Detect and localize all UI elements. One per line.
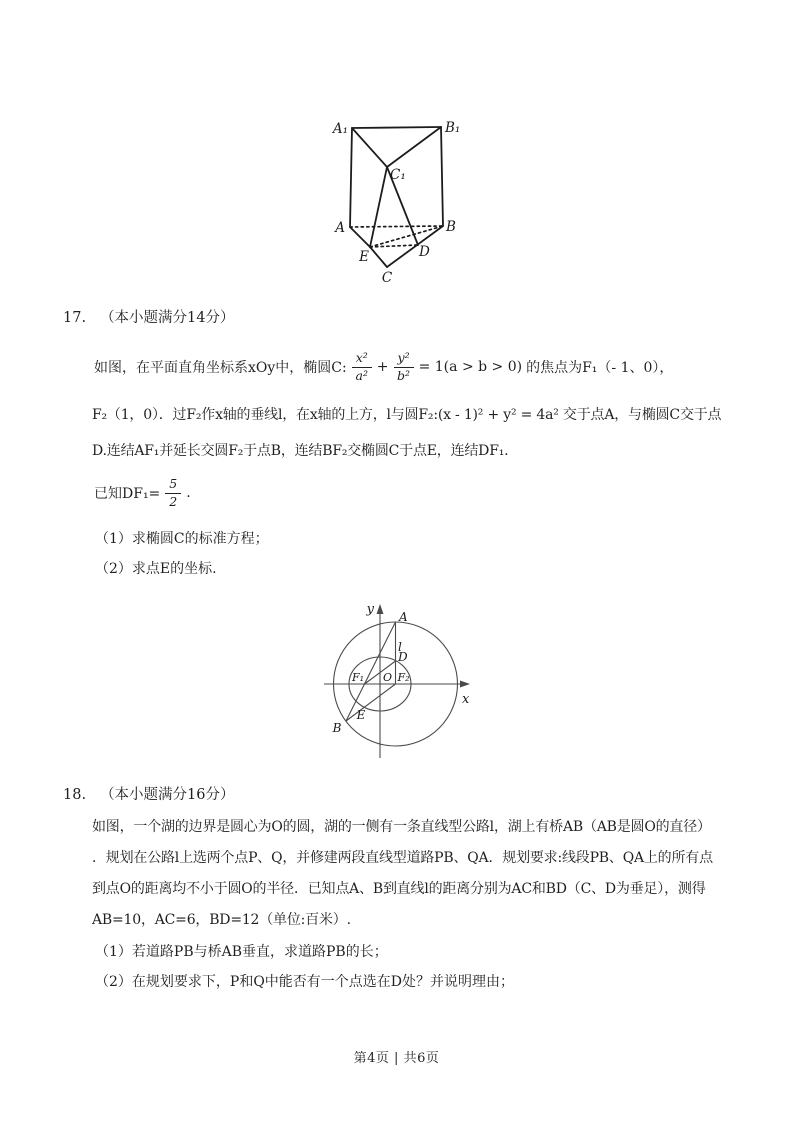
prism-label-a1: A₁: [332, 121, 348, 137]
q17-line3: D.连结AF₁并延长交圆F₂于点B，连结BF₂交椭圆C于点E，连结DF₁.: [92, 443, 509, 459]
prism-dashed-a-b: [350, 226, 443, 227]
ellipse-figure: [316, 594, 482, 766]
page-footer: 第4页 | 共6页: [353, 1051, 440, 1066]
prism-edge-b1-b: [441, 127, 443, 226]
fig2-label-e: E: [356, 708, 366, 722]
q17-line1-plus: +: [376, 359, 389, 375]
prism-edge-c-b: [387, 226, 443, 267]
prism-label-d: D: [419, 244, 430, 260]
prism-dashed-e-b: [370, 226, 443, 247]
fraction-x2-a2: [352, 351, 372, 383]
q17-line1-mid: = 1(a > b > 0): [418, 359, 523, 375]
q17-line4-post: .: [186, 485, 191, 501]
prism-label-c1: C₁: [390, 167, 406, 183]
prism-label-e: E: [359, 249, 369, 265]
prism-label-c: C: [381, 270, 393, 286]
q17-line1-post: 的焦点为F₁（- 1、0），: [526, 360, 674, 376]
fraction-y2-b2: [394, 351, 414, 383]
q17-score: （本小题满分14分）: [100, 310, 235, 326]
q17-line2: F₂（1，0）．过F₂作x轴的垂线l，在x轴的上方，l与圆F₂:(x - 1)² + y² = 4a² 交于点A，与椭圆C交于点: [92, 407, 722, 423]
prism-edge-b1-c1: [387, 127, 441, 167]
fig2-label-l: l: [398, 640, 402, 654]
q17-item-1: （1）求椭圆C的标准方程；: [95, 531, 269, 547]
segment-b-f2: [346, 684, 396, 721]
q17-line1-pre: 如图，在平面直角坐标系xOy中，椭圆C:: [94, 360, 347, 376]
fig2-label-a: A: [399, 610, 408, 624]
prism-edge-a1-a: [350, 128, 352, 227]
prism-figure: [330, 105, 465, 287]
q17-item-2: （2）求点E的坐标.: [95, 561, 217, 577]
prism-edge-c1-e: [370, 167, 387, 247]
fig2-label-d: D: [398, 650, 408, 664]
q18-paragraph: [92, 812, 713, 936]
q17-header: [63, 306, 235, 327]
fraction-numerator: x²: [352, 351, 372, 367]
fraction-denominator: 2: [169, 493, 178, 509]
q17-line4-pre: 已知DF₁=: [94, 486, 161, 502]
q18-line-3: 到点O的距离均不小于圆O的半径．已知点A、B到直线l的距离分别为AC和BD（C、D为垂足），测得: [92, 881, 706, 897]
fig2-label-x: x: [462, 692, 470, 707]
q18-header: [63, 783, 235, 804]
prism-label-a: A: [335, 220, 345, 236]
q18-line-1: 如图，一个湖的边界是圆心为O的圆，湖的一侧有一条直线型公路l，湖上有桥AB（AB是圆O的直径）: [92, 819, 711, 835]
q18-item-1: （1）若道路PB与桥AB垂直，求道路PB的长；: [95, 944, 388, 960]
fig2-label-f1: F₁: [352, 671, 365, 684]
fraction-5-2: [165, 477, 181, 509]
fraction-denominator: a²: [355, 367, 368, 383]
prism-label-b: B: [446, 219, 456, 235]
prism-label-b1: B₁: [445, 120, 461, 136]
x-axis-arrow-icon: [460, 681, 470, 688]
q17-line4: [92, 471, 193, 515]
prism-edge-a-e: [350, 227, 370, 247]
q18-score: （本小题满分16分）: [100, 787, 235, 803]
prism-edge-e-c: [370, 247, 387, 267]
fraction-numerator: 5: [165, 477, 181, 493]
prism-edge-a1-c1: [352, 128, 387, 167]
y-axis-arrow-icon: [377, 604, 384, 614]
q18-line-2: ．规划在公路l上选两个点P、Q，并修建两段直线型道路PB、QA．规划要求:线段PB、QA上的所有点: [92, 850, 713, 866]
q17-line1: [92, 342, 675, 392]
fraction-denominator: b²: [397, 367, 411, 383]
fig2-label-b: B: [332, 721, 342, 735]
q18-line-4: AB=10，AC=6，BD=12（单位:百米）.: [92, 912, 351, 928]
q17-number: 17.: [63, 310, 87, 326]
fig2-label-o: O: [383, 671, 393, 684]
fig2-label-y: y: [366, 602, 374, 617]
q18-number: 18.: [63, 787, 87, 803]
q18-item-2: （2）在规划要求下，P和Q中能否有一个点选在D处？并说明理由；: [95, 974, 515, 990]
fraction-numerator: y²: [394, 351, 414, 367]
fig2-label-f2: F₂: [397, 671, 410, 684]
prism-edge-a1-b1: [352, 127, 441, 128]
